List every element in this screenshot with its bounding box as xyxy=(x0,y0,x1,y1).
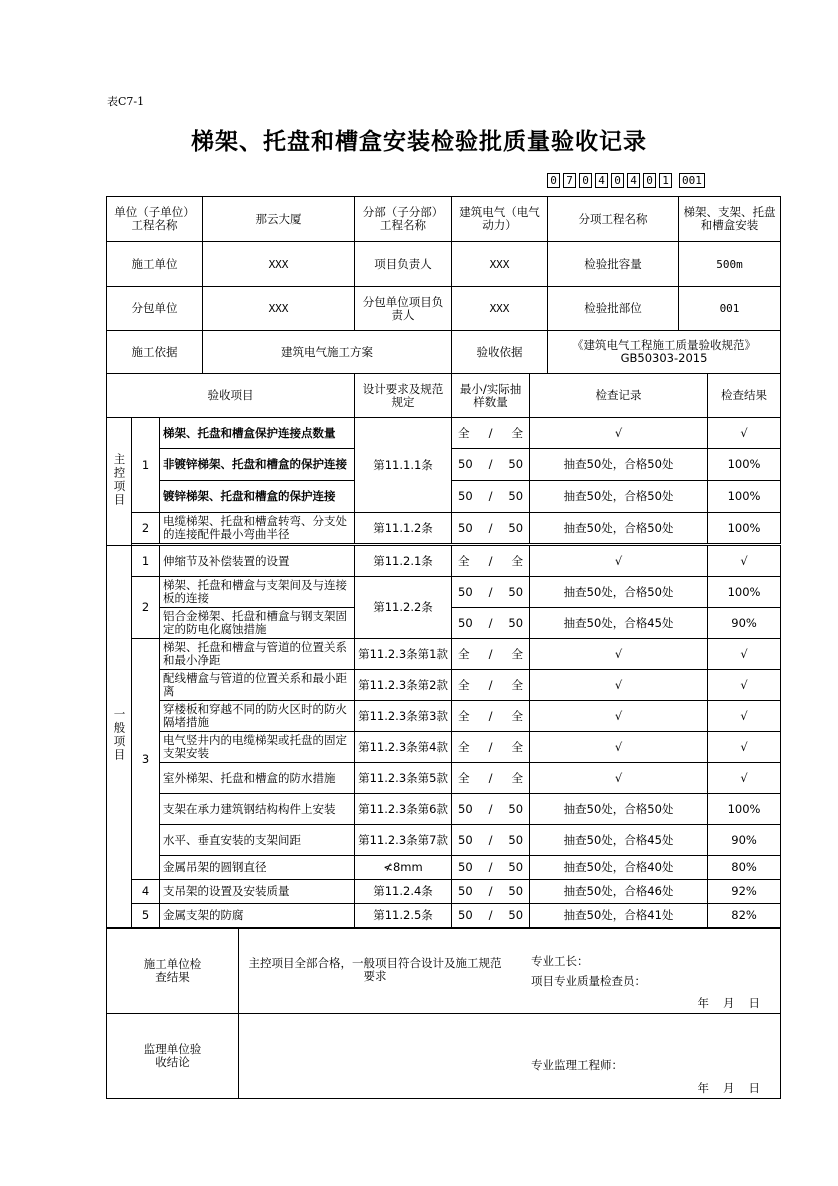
code-digit: 1 xyxy=(659,173,672,188)
foreman-label: 专业工长： xyxy=(531,954,589,968)
sub-pm-label: 分包单位项目负责人 xyxy=(355,287,452,331)
general-row-sample: 全 / 全 xyxy=(452,701,530,732)
code-digit: 0 xyxy=(547,173,560,188)
contractor-value: XXX xyxy=(203,242,355,287)
general-row-spec: 第11.2.1条 xyxy=(355,546,452,577)
supervisor-check-cell xyxy=(239,1014,781,1099)
main-row-sample: 全 / 全 xyxy=(452,418,530,449)
main-row-record: 抽查50处，合格50处 xyxy=(530,513,708,544)
general-row-sample: 50 / 50 xyxy=(452,825,530,856)
general-row-no: 4 xyxy=(132,880,160,904)
general-row-record: 抽查50处，合格50处 xyxy=(530,577,708,608)
general-row-sample: 全 / 全 xyxy=(452,670,530,701)
general-row-record: √ xyxy=(530,670,708,701)
capacity-value: 500m xyxy=(679,242,781,287)
general-row-sample: 50 / 50 xyxy=(452,608,530,639)
capacity-label: 检验批容量 xyxy=(548,242,679,287)
main-row-no: 1 xyxy=(132,418,160,513)
contractor-check-label: 施工单位检查结果 xyxy=(107,929,239,1014)
main-row-record: 抽查50处，合格50处 xyxy=(530,481,708,513)
main-row-item: 非镀锌梯架、托盘和槽盒的保护连接 xyxy=(160,449,355,481)
general-row-record: 抽查50处，合格40处 xyxy=(530,856,708,880)
form-number: 表C7-1 xyxy=(107,95,145,108)
general-row-spec: ≮8mm xyxy=(355,856,452,880)
col-spec-header: 设计要求及规范规定 xyxy=(355,374,452,418)
main-row-spec: 第11.1.2条 xyxy=(355,513,452,544)
main-row-record: 抽查50处，合格50处 xyxy=(530,449,708,481)
general-row-sample: 50 / 50 xyxy=(452,794,530,825)
general-row-result: 92% xyxy=(708,880,781,904)
main-group-label: 主控项目 xyxy=(107,418,132,546)
general-row-spec: 第11.2.3条第6款 xyxy=(355,794,452,825)
pm-value: XXX xyxy=(452,242,548,287)
code-digit: 4 xyxy=(627,173,640,188)
general-group-label: 一般项目 xyxy=(107,546,132,928)
general-row-record: √ xyxy=(530,763,708,794)
main-row-result: 100% xyxy=(708,481,781,513)
general-row-spec: 第11.2.3条第2款 xyxy=(355,670,452,701)
engineer-label: 专业监理工程师： xyxy=(531,1058,623,1072)
general-row-spec: 第11.2.3条第7款 xyxy=(355,825,452,856)
main-row-sample: 50 / 50 xyxy=(452,513,530,544)
sub-value: XXX xyxy=(203,287,355,331)
main-row-record: √ xyxy=(530,418,708,449)
inspection-table xyxy=(106,373,781,928)
general-row-item: 配线槽盒与管道的位置关系和最小距离 xyxy=(160,670,355,701)
general-row-sample: 50 / 50 xyxy=(452,880,530,904)
main-row-sample: 50 / 50 xyxy=(452,481,530,513)
general-row-sample: 50 / 50 xyxy=(452,856,530,880)
division-value: 建筑电气（电气动力） xyxy=(452,197,548,242)
col-result-header: 检查结果 xyxy=(708,374,781,418)
main-row-sample: 50 / 50 xyxy=(452,449,530,481)
sub-pm-value: XXX xyxy=(452,287,548,331)
main-row-result: 100% xyxy=(708,513,781,544)
subitem-label: 分项工程名称 xyxy=(548,197,679,242)
code-digit: 0 xyxy=(643,173,656,188)
general-row-record: 抽查50处，合格46处 xyxy=(530,880,708,904)
general-row-spec: 第11.2.3条第1款 xyxy=(355,639,452,670)
general-row-spec: 第11.2.3条第4款 xyxy=(355,732,452,763)
accept-basis-label: 验收依据 xyxy=(452,331,548,374)
general-row-item: 电气竖井内的电缆梯架或托盘的固定支架安装 xyxy=(160,732,355,763)
batch-code xyxy=(547,173,705,188)
main-row-no: 2 xyxy=(132,513,160,544)
part-value: 001 xyxy=(679,287,781,331)
code-sequence: 001 xyxy=(679,173,705,188)
general-row-result: 100% xyxy=(708,794,781,825)
col-record-header: 检查记录 xyxy=(530,374,708,418)
general-row-item: 支架在承力建筑钢结构构件上安装 xyxy=(160,794,355,825)
general-row-spec: 第11.2.3条第3款 xyxy=(355,701,452,732)
general-row-spec: 第11.2.2条 xyxy=(355,577,452,639)
general-row-result: 80% xyxy=(708,856,781,880)
unit-label: 单位（子单位）工程名称 xyxy=(107,197,203,242)
general-row-result: 90% xyxy=(708,608,781,639)
accept-basis-value: 《建筑电气工程施工质量验收规范》GB50303-2015 xyxy=(548,331,781,374)
general-row-item: 水平、垂直安装的支架间距 xyxy=(160,825,355,856)
general-row-record: √ xyxy=(530,546,708,577)
main-row-item: 电缆梯架、托盘和槽盒转弯、分支处的连接配件最小弯曲半径 xyxy=(160,513,355,544)
general-row-result: √ xyxy=(708,763,781,794)
main-row-result: 100% xyxy=(708,449,781,481)
contractor-label: 施工单位 xyxy=(107,242,203,287)
general-row-sample: 50 / 50 xyxy=(452,577,530,608)
general-row-result: 100% xyxy=(708,577,781,608)
col-sample-header: 最小/实际抽样数量 xyxy=(452,374,530,418)
code-digit: 4 xyxy=(595,173,608,188)
general-row-record: 抽查50处，合格41处 xyxy=(530,904,708,928)
general-row-sample: 全 / 全 xyxy=(452,546,530,577)
general-row-item: 伸缩节及补偿装置的设置 xyxy=(160,546,355,577)
general-row-result: √ xyxy=(708,732,781,763)
col-item-header: 验收项目 xyxy=(107,374,355,418)
general-row-result: 82% xyxy=(708,904,781,928)
general-row-sample: 全 / 全 xyxy=(452,732,530,763)
code-digit: 0 xyxy=(579,173,592,188)
general-row-item: 穿楼板和穿越不同的防火区时的防火隔堵措施 xyxy=(160,701,355,732)
supervisor-date: 年月日 xyxy=(697,1081,774,1095)
division-label: 分部（子分部）工程名称 xyxy=(355,197,452,242)
subitem-value: 梯架、支架、托盘和槽盒安装 xyxy=(679,197,781,242)
code-digit: 7 xyxy=(563,173,576,188)
contractor-conclusion: 主控项目全部合格，一般项目符合设计及施工规范要求 xyxy=(248,956,502,983)
general-row-spec: 第11.2.3条第5款 xyxy=(355,763,452,794)
unit-value: 那云大厦 xyxy=(203,197,355,242)
general-row-record: 抽查50处，合格50处 xyxy=(530,794,708,825)
general-row-record: 抽查50处，合格45处 xyxy=(530,608,708,639)
general-row-spec: 第11.2.4条 xyxy=(355,880,452,904)
page-title: 梯架、托盘和槽盒安装检验批质量验收记录 xyxy=(191,129,647,155)
main-row-spec: 第11.1.1条 xyxy=(355,418,452,513)
contractor-check-cell xyxy=(239,929,781,1014)
part-label: 检验批部位 xyxy=(548,287,679,331)
general-row-item: 金属支架的防腐 xyxy=(160,904,355,928)
general-row-sample: 全 / 全 xyxy=(452,639,530,670)
main-row-result: √ xyxy=(708,418,781,449)
inspector-label: 项目专业质量检查员： xyxy=(531,974,646,988)
general-row-record: √ xyxy=(530,732,708,763)
general-row-record: 抽查50处，合格45处 xyxy=(530,825,708,856)
general-row-no: 3 xyxy=(132,639,160,880)
general-row-item: 支吊架的设置及安装质量 xyxy=(160,880,355,904)
supervisor-check-label: 监理单位验收结论 xyxy=(107,1014,239,1099)
general-row-no: 2 xyxy=(132,577,160,639)
contractor-date: 年月日 xyxy=(697,996,774,1010)
basis-value: 建筑电气施工方案 xyxy=(203,331,452,374)
general-row-spec: 第11.2.5条 xyxy=(355,904,452,928)
code-digit: 0 xyxy=(611,173,624,188)
general-row-item: 梯架、托盘和槽盒与管道的位置关系和最小净距 xyxy=(160,639,355,670)
project-info-table xyxy=(106,196,781,374)
general-row-result: √ xyxy=(708,639,781,670)
general-row-record: √ xyxy=(530,701,708,732)
main-row-item: 梯架、托盘和槽盒保护连接点数量 xyxy=(160,418,355,449)
sub-label: 分包单位 xyxy=(107,287,203,331)
general-row-sample: 全 / 全 xyxy=(452,763,530,794)
general-row-result: 90% xyxy=(708,825,781,856)
general-row-result: √ xyxy=(708,701,781,732)
general-row-sample: 50 / 50 xyxy=(452,904,530,928)
general-row-item: 室外梯架、托盘和槽盒的防水措施 xyxy=(160,763,355,794)
general-row-no: 5 xyxy=(132,904,160,928)
pm-label: 项目负责人 xyxy=(355,242,452,287)
general-row-item: 金属吊架的圆钢直径 xyxy=(160,856,355,880)
general-row-no: 1 xyxy=(132,546,160,577)
main-row-item: 镀锌梯架、托盘和槽盒的保护连接 xyxy=(160,481,355,513)
general-row-result: √ xyxy=(708,670,781,701)
general-row-result: √ xyxy=(708,546,781,577)
general-row-record: √ xyxy=(530,639,708,670)
signature-table xyxy=(106,928,781,1099)
basis-label: 施工依据 xyxy=(107,331,203,374)
general-row-item: 梯架、托盘和槽盒与支架间及与连接板的连接 xyxy=(160,577,355,608)
general-row-item: 铝合金梯架、托盘和槽盒与钢支架固定的防电化腐蚀措施 xyxy=(160,608,355,639)
